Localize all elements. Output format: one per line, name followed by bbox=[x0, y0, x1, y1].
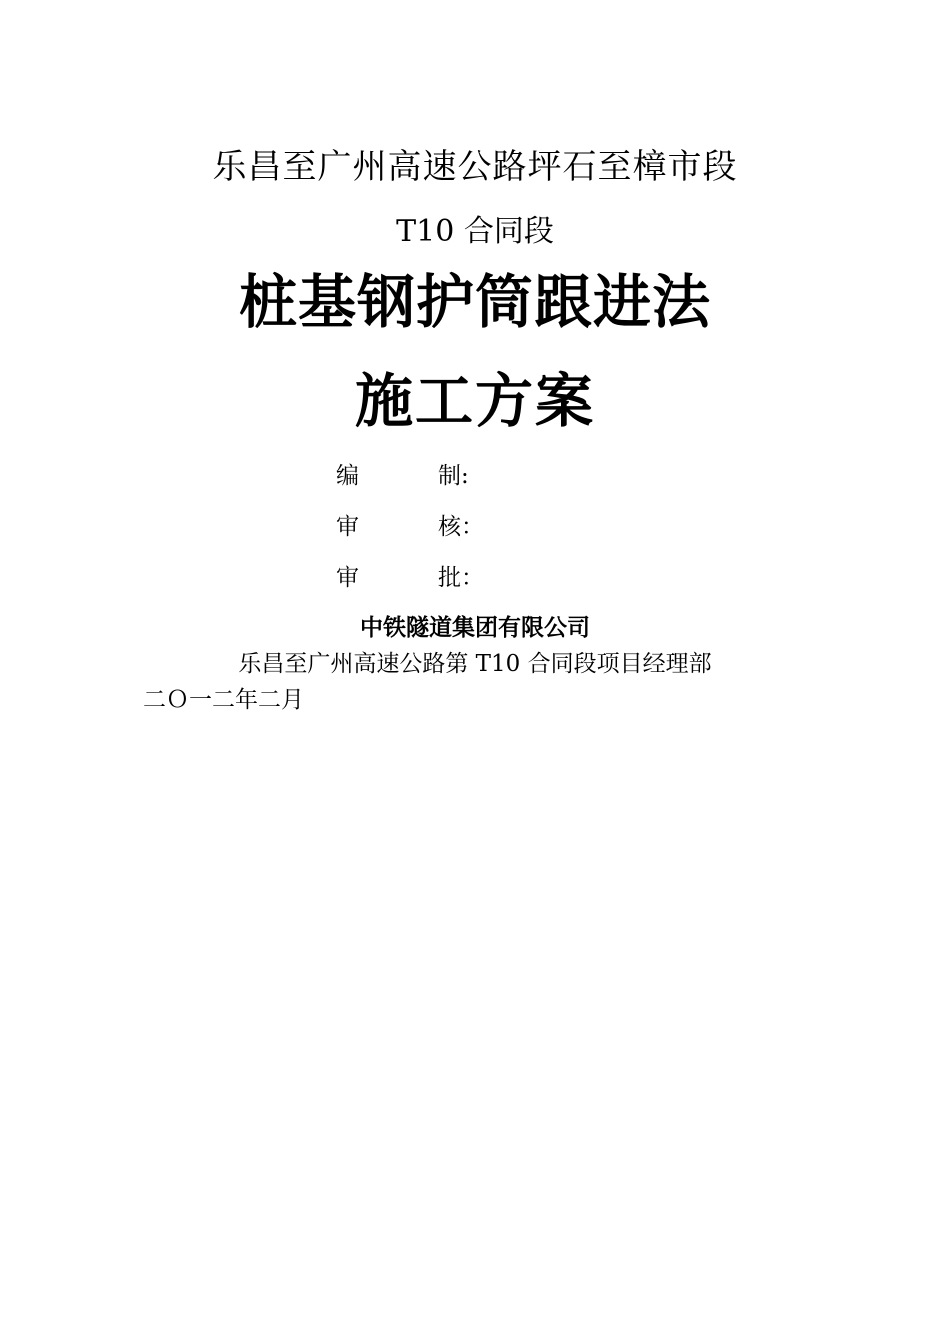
compile-label-second: 制: bbox=[438, 463, 469, 489]
approve-label-first: 审 bbox=[336, 565, 359, 591]
document-date: 二Ｏ一二年二月 bbox=[143, 687, 304, 713]
compile-label-first: 编 bbox=[336, 463, 359, 489]
sub-title: 施工方案 bbox=[354, 367, 595, 435]
contract-section: T10 合同段 bbox=[396, 214, 554, 249]
main-title: 桩基钢护筒跟进法 bbox=[238, 268, 711, 336]
project-department: 乐昌至广州高速公路第 T10 合同段项目经理部 bbox=[238, 651, 712, 677]
review-label-second: 核： bbox=[438, 514, 484, 540]
project-title: 乐昌至广州高速公路坪石至樟市段 bbox=[212, 147, 738, 187]
company-name: 中铁隧道集团有限公司 bbox=[360, 615, 590, 641]
review-label-first: 审 bbox=[336, 514, 359, 540]
approve-label-second: 批： bbox=[438, 565, 484, 591]
